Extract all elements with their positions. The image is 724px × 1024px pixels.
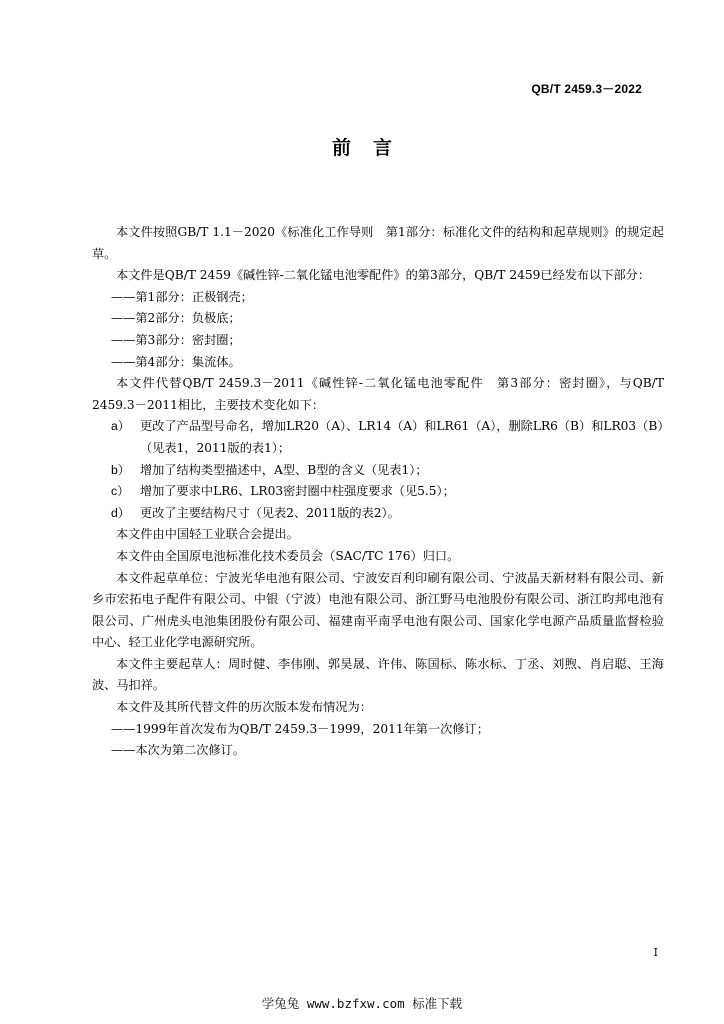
proposer-paragraph: 本文件由中国轻工业联合会提出。 xyxy=(116,527,299,542)
document-body xyxy=(92,222,664,762)
change-text: 增加了要求中LR6、LR03密封圈中柱强度要求（见5.5）； xyxy=(140,484,455,499)
history-item: ——1999年首次发布为QB/T 2459.3－1999，2011年第一次修订； xyxy=(111,721,489,736)
history-item: ——本次为第二次修订。 xyxy=(111,743,246,758)
change-item xyxy=(92,481,664,503)
history-intro-paragraph: 本文件及其所代替文件的历次版本发布情况为： xyxy=(116,700,372,715)
change-text: 更改了产品型号命名，增加LR20（A）、LR14（A）和LR61（A），删除LR6（B）和LR03（B）（见表1，2011版的表1）； xyxy=(140,419,664,455)
change-item xyxy=(92,503,664,525)
change-marker: a） xyxy=(111,419,130,434)
footer-watermark-text: 学兔兔 www.bzfxw.com 标准下载 xyxy=(261,996,463,1011)
document-code: QB/T 2459.3－2022 xyxy=(531,82,642,96)
part-item: ——第1部分：正极钢壳； xyxy=(111,289,253,304)
part-item: ——第2部分：负极底； xyxy=(111,311,241,326)
committee-paragraph: 本文件由全国原电池标准化技术委员会（SAC/TC 176）归口。 xyxy=(116,548,460,563)
part-item: ——第4部分：集流体。 xyxy=(111,354,241,369)
replacement-paragraph: 本文件代替QB/T 2459.3－2011《碱性锌-二氧化锰电池零配件 第3部分：密封圈》，与QB/T 2459.3－2011相比，主要技术变化如下： xyxy=(92,376,664,412)
change-text: 更改了主要结构尺寸（见表2、2011版的表2）。 xyxy=(140,505,400,520)
series-paragraph: 本文件是QB/T 2459《碱性锌-二氧化锰电池零配件》的第3部分，QB/T 2459已经发布以下部分： xyxy=(116,268,651,283)
change-text: 增加了结构类型描述中，A型、B型的含义（见表1）； xyxy=(140,462,428,477)
change-item xyxy=(92,460,664,482)
page-number: I xyxy=(653,946,658,959)
part-item: ——第3部分：密封圈； xyxy=(111,332,241,347)
change-item xyxy=(92,416,664,459)
drafting-units-paragraph: 本文件起草单位：宁波光华电池有限公司、宁波安百利印刷有限公司、宁波晶天新材料有限公司、新乡市宏拓电子配件有限公司、中银（宁波）电池有限公司、浙江野马电池股份有限公司、浙江昀邦电池有限公司、广州虎头电池集团股份有限公司、福建南平南孚电池有限公司、国家化学电源产品质量监督检验中心、轻工业化学电源研究所。 xyxy=(92,570,664,650)
page-title: 前言 xyxy=(331,137,414,159)
change-marker: c） xyxy=(111,484,130,499)
change-marker: b） xyxy=(111,462,130,477)
drafters-paragraph: 本文件主要起草人：周时健、李伟刚、郭昊晟、许伟、陈国标、陈水标、丁丞、刘煦、肖启聪、王海波、马扣祥。 xyxy=(92,656,664,693)
drafting-rule-paragraph: 本文件按照GB/T 1.1－2020《标准化工作导则 第1部分：标准化文件的结构和起草规则》的规定起草。 xyxy=(92,225,664,261)
change-marker: d） xyxy=(111,505,130,520)
